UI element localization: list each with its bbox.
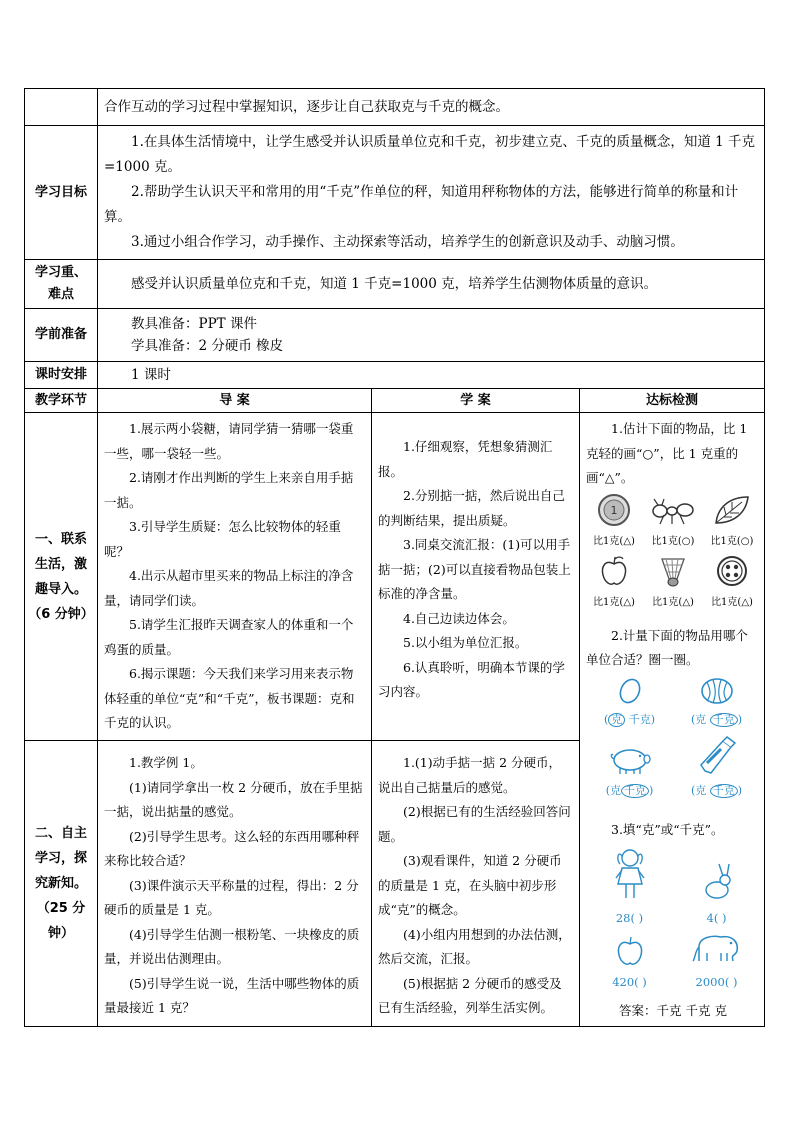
section2-title-line: 二、自主 xyxy=(34,825,87,841)
guide-item: 1.教学例 1。 xyxy=(129,755,203,771)
q2-item xyxy=(590,745,670,798)
study-item: (5)根据掂 2 分硬币的感受及已有生活经验，列举生活实例。 xyxy=(378,975,562,1016)
pig-icon xyxy=(608,745,652,775)
objective-item: 1.在具体生活情境中，让学生感受并认识质量单位克和千克，初步建立克、千克的质量概念，知道 1 千克=1000 克。 xyxy=(104,134,756,175)
study-item: 6.认真聆听，明确本节课的学习内容。 xyxy=(378,659,565,699)
q2-options: ( 克 千克) xyxy=(603,713,656,726)
watermelon-icon xyxy=(699,677,735,705)
q2-row2 xyxy=(586,735,760,798)
q2-item xyxy=(590,677,670,728)
q3-row1 xyxy=(586,846,760,925)
leaf-icon xyxy=(712,493,752,527)
option-plain: 千克 xyxy=(628,713,651,726)
check-q3: 3.填“克”或“千克”。 xyxy=(611,821,724,837)
q1-item xyxy=(645,555,701,610)
q2-options: (克 千克 ) xyxy=(690,783,743,797)
guide-item: 3.引导学生质疑：怎么比较物体的轻重呢？ xyxy=(104,519,341,559)
q3-row2 xyxy=(586,931,760,990)
key-points-label xyxy=(25,260,98,309)
check-answer: 答案：千克 千克 克 xyxy=(619,1003,727,1018)
guide-item: (3)课件演示天平称量的过程，得出：2 分硬币的质量是 1 克。 xyxy=(104,877,359,918)
study-item: 1.(1)动手掂一掂 2 分硬币，说出自己掂量后的感觉。 xyxy=(378,755,562,795)
q1-item xyxy=(704,493,760,550)
objectives-text xyxy=(98,126,765,260)
section2-title xyxy=(25,741,98,1026)
guide-item: (5)引导学生说一说，生活中哪些物体的质量最接近 1 克？ xyxy=(104,975,360,1016)
option-circled: 千克 xyxy=(710,784,738,798)
lesson-plan-table xyxy=(24,88,765,1027)
intro-label-cell xyxy=(25,89,98,126)
check-q2: 2.计量下面的物品用哪个单位合适？圈一圈。 xyxy=(586,627,748,667)
q1-item xyxy=(645,497,701,550)
study-item: 5.以小组为单位汇报。 xyxy=(403,635,528,650)
section2-title-line: 究新知。 xyxy=(34,875,87,891)
q1-caption: 比1克(△) xyxy=(593,596,635,608)
section1-study xyxy=(372,413,580,741)
q1-item xyxy=(586,555,642,610)
key-points-label-line: 难点 xyxy=(47,287,74,302)
check-q1: 1.估计下面的物品，比 1 克轻的画“○”，比 1 克重的画“△”。 xyxy=(586,421,748,485)
elephant-icon xyxy=(691,931,743,967)
preparation-text xyxy=(98,309,765,362)
objective-item: 2.帮助学生认识天平和常用的用“千克”作单位的秤，知道用秤称物体的方法，能够进行简单的称量和计算。 xyxy=(104,184,739,225)
q1-row2 xyxy=(586,555,760,610)
q1-item xyxy=(704,555,760,610)
section1-title-line: （6 分钟） xyxy=(28,606,94,622)
guide-item: (1)请同学拿出一枚 2 分硬币，放在手里掂一掂，说出掂量的感觉。 xyxy=(104,779,363,820)
study-item: (3)观看课件，知道 2 分硬币的质量是 1 克，在头脑中初步形成“克”的概念。 xyxy=(378,853,562,918)
toothpaste-icon xyxy=(697,735,737,775)
girl-icon xyxy=(612,846,648,902)
q3-blank: 4( ) xyxy=(706,910,727,925)
study-item: 2.分别掂一掂，然后说出自己的判断结果，提出质疑。 xyxy=(378,488,565,528)
coin-icon xyxy=(597,493,631,527)
option-circled: 千克 xyxy=(621,784,649,798)
intro-text: 合作互动的学习过程中掌握知识，逐步让自己获取克与千克的概念。 xyxy=(98,89,765,126)
lesson-plan-page xyxy=(24,88,764,1027)
q2-row1 xyxy=(586,677,760,728)
objective-item: 3.通过小组合作学习，动手操作、主动探索等活动，培养学生的创新意识及动手、动脑习惯。 xyxy=(131,234,684,250)
study-item: 3.同桌交流汇报：(1)可以用手掂一掂；(2)可以直接看物品包装上标准的净含量。 xyxy=(378,537,571,601)
apple-icon xyxy=(599,555,629,587)
section2-title-line: （25 分钟） xyxy=(36,900,86,941)
study-item: (4)小组内用想到的办法估测，然后交流，汇报。 xyxy=(378,926,571,967)
key-points-paragraph: 感受并认识质量单位克和千克，知道 1 千克=1000 克，培养学生估测物体质量的意识。 xyxy=(131,275,658,292)
guide-item: (2)引导学生思考。这么轻的东西用哪种秤来称比较合适？ xyxy=(104,828,360,869)
apple-icon xyxy=(615,935,645,967)
section1-title xyxy=(25,413,98,741)
rabbit-icon xyxy=(699,862,735,902)
check-cell xyxy=(580,413,765,1027)
shuttlecock-icon xyxy=(656,555,690,587)
preparation-line: 教具准备：PPT 课件 xyxy=(131,316,257,332)
button-icon xyxy=(716,555,748,587)
key-points-label-line: 学习重、 xyxy=(34,265,87,280)
option-plain: 克 xyxy=(695,713,707,726)
q2-item xyxy=(677,677,757,728)
section2-title-line: 学习，探 xyxy=(34,850,87,866)
q3-item xyxy=(677,931,757,990)
section1-title-line: 一、联系 xyxy=(34,531,87,547)
q3-item xyxy=(590,935,670,990)
preparation-label: 学前准备 xyxy=(25,309,98,362)
q3-blank: 28( ) xyxy=(615,910,644,925)
q1-caption: 比1克(○) xyxy=(651,536,695,547)
schedule-label: 课时安排 xyxy=(25,362,98,389)
guide-item: 6.揭示课题：今天我们来学习用来表示物体轻重的单位“克”和“千克”，板书课题：克和千克的认识。 xyxy=(104,666,355,730)
svg-text:1: 1 xyxy=(610,503,618,517)
q1-caption: 比1克(△) xyxy=(593,536,635,547)
section1-title-line: 生活，激 xyxy=(34,556,87,572)
guide-item: 4.出示从超市里买来的物品上标注的净含量，请同学们读。 xyxy=(104,568,354,608)
egg-icon xyxy=(615,677,645,705)
option-circled: 克 xyxy=(608,713,625,727)
schedule-text xyxy=(98,362,765,389)
section1-title-line: 趣导入。 xyxy=(34,581,87,597)
header-guide: 导 案 xyxy=(98,389,372,413)
q1-caption: 比1克(○) xyxy=(710,536,754,547)
option-plain: 克 xyxy=(610,783,621,797)
q2-item xyxy=(677,735,757,798)
header-stage: 教学环节 xyxy=(25,389,98,413)
q1-caption: 比1克(△) xyxy=(711,596,753,608)
header-check: 达标检测 xyxy=(580,389,765,413)
q3-blank: 2000( ) xyxy=(695,975,738,989)
q3-blank: 420( ) xyxy=(612,975,647,989)
q3-item xyxy=(590,846,670,925)
q3-item xyxy=(677,862,757,925)
guide-item: 2.请刚才作出判断的学生上来亲自用手掂一掂。 xyxy=(104,470,354,510)
guide-item: 1.展示两小袋糖，请同学猜一猜哪一袋重一些，哪一袋轻一些。 xyxy=(104,421,354,461)
schedule-value: 1 课时 xyxy=(131,366,171,383)
section2-guide xyxy=(98,741,372,1026)
section2-study xyxy=(372,741,580,1026)
q2-options: (克 千克 ) xyxy=(690,713,743,726)
q1-row1 xyxy=(586,493,760,550)
guide-item: (4)引导学生估测一根粉笔、一块橡皮的质量，并说出估测理由。 xyxy=(104,926,360,967)
preparation-line: 学具准备：2 分硬币 橡皮 xyxy=(131,338,284,354)
study-item: 1.仔细观察，凭想象猜测汇报。 xyxy=(378,439,553,479)
guide-item: 5.请学生汇报昨天调查家人的体重和一个鸡蛋的质量。 xyxy=(104,617,354,657)
q1-item xyxy=(586,493,642,550)
option-plain: 克 xyxy=(695,783,707,797)
header-study: 学 案 xyxy=(372,389,580,413)
q1-caption: 比1克(△) xyxy=(652,596,694,608)
q2-options: (克 千克 ) xyxy=(605,783,654,797)
study-item: (2)根据已有的生活经验回答问题。 xyxy=(378,804,571,844)
ant-icon xyxy=(650,497,696,527)
option-circled: 千克 xyxy=(710,713,738,727)
objectives-label: 学习目标 xyxy=(25,126,98,260)
study-item: 4.自己边读边体会。 xyxy=(403,610,515,626)
section1-guide xyxy=(98,413,372,741)
key-points-text xyxy=(98,260,765,309)
